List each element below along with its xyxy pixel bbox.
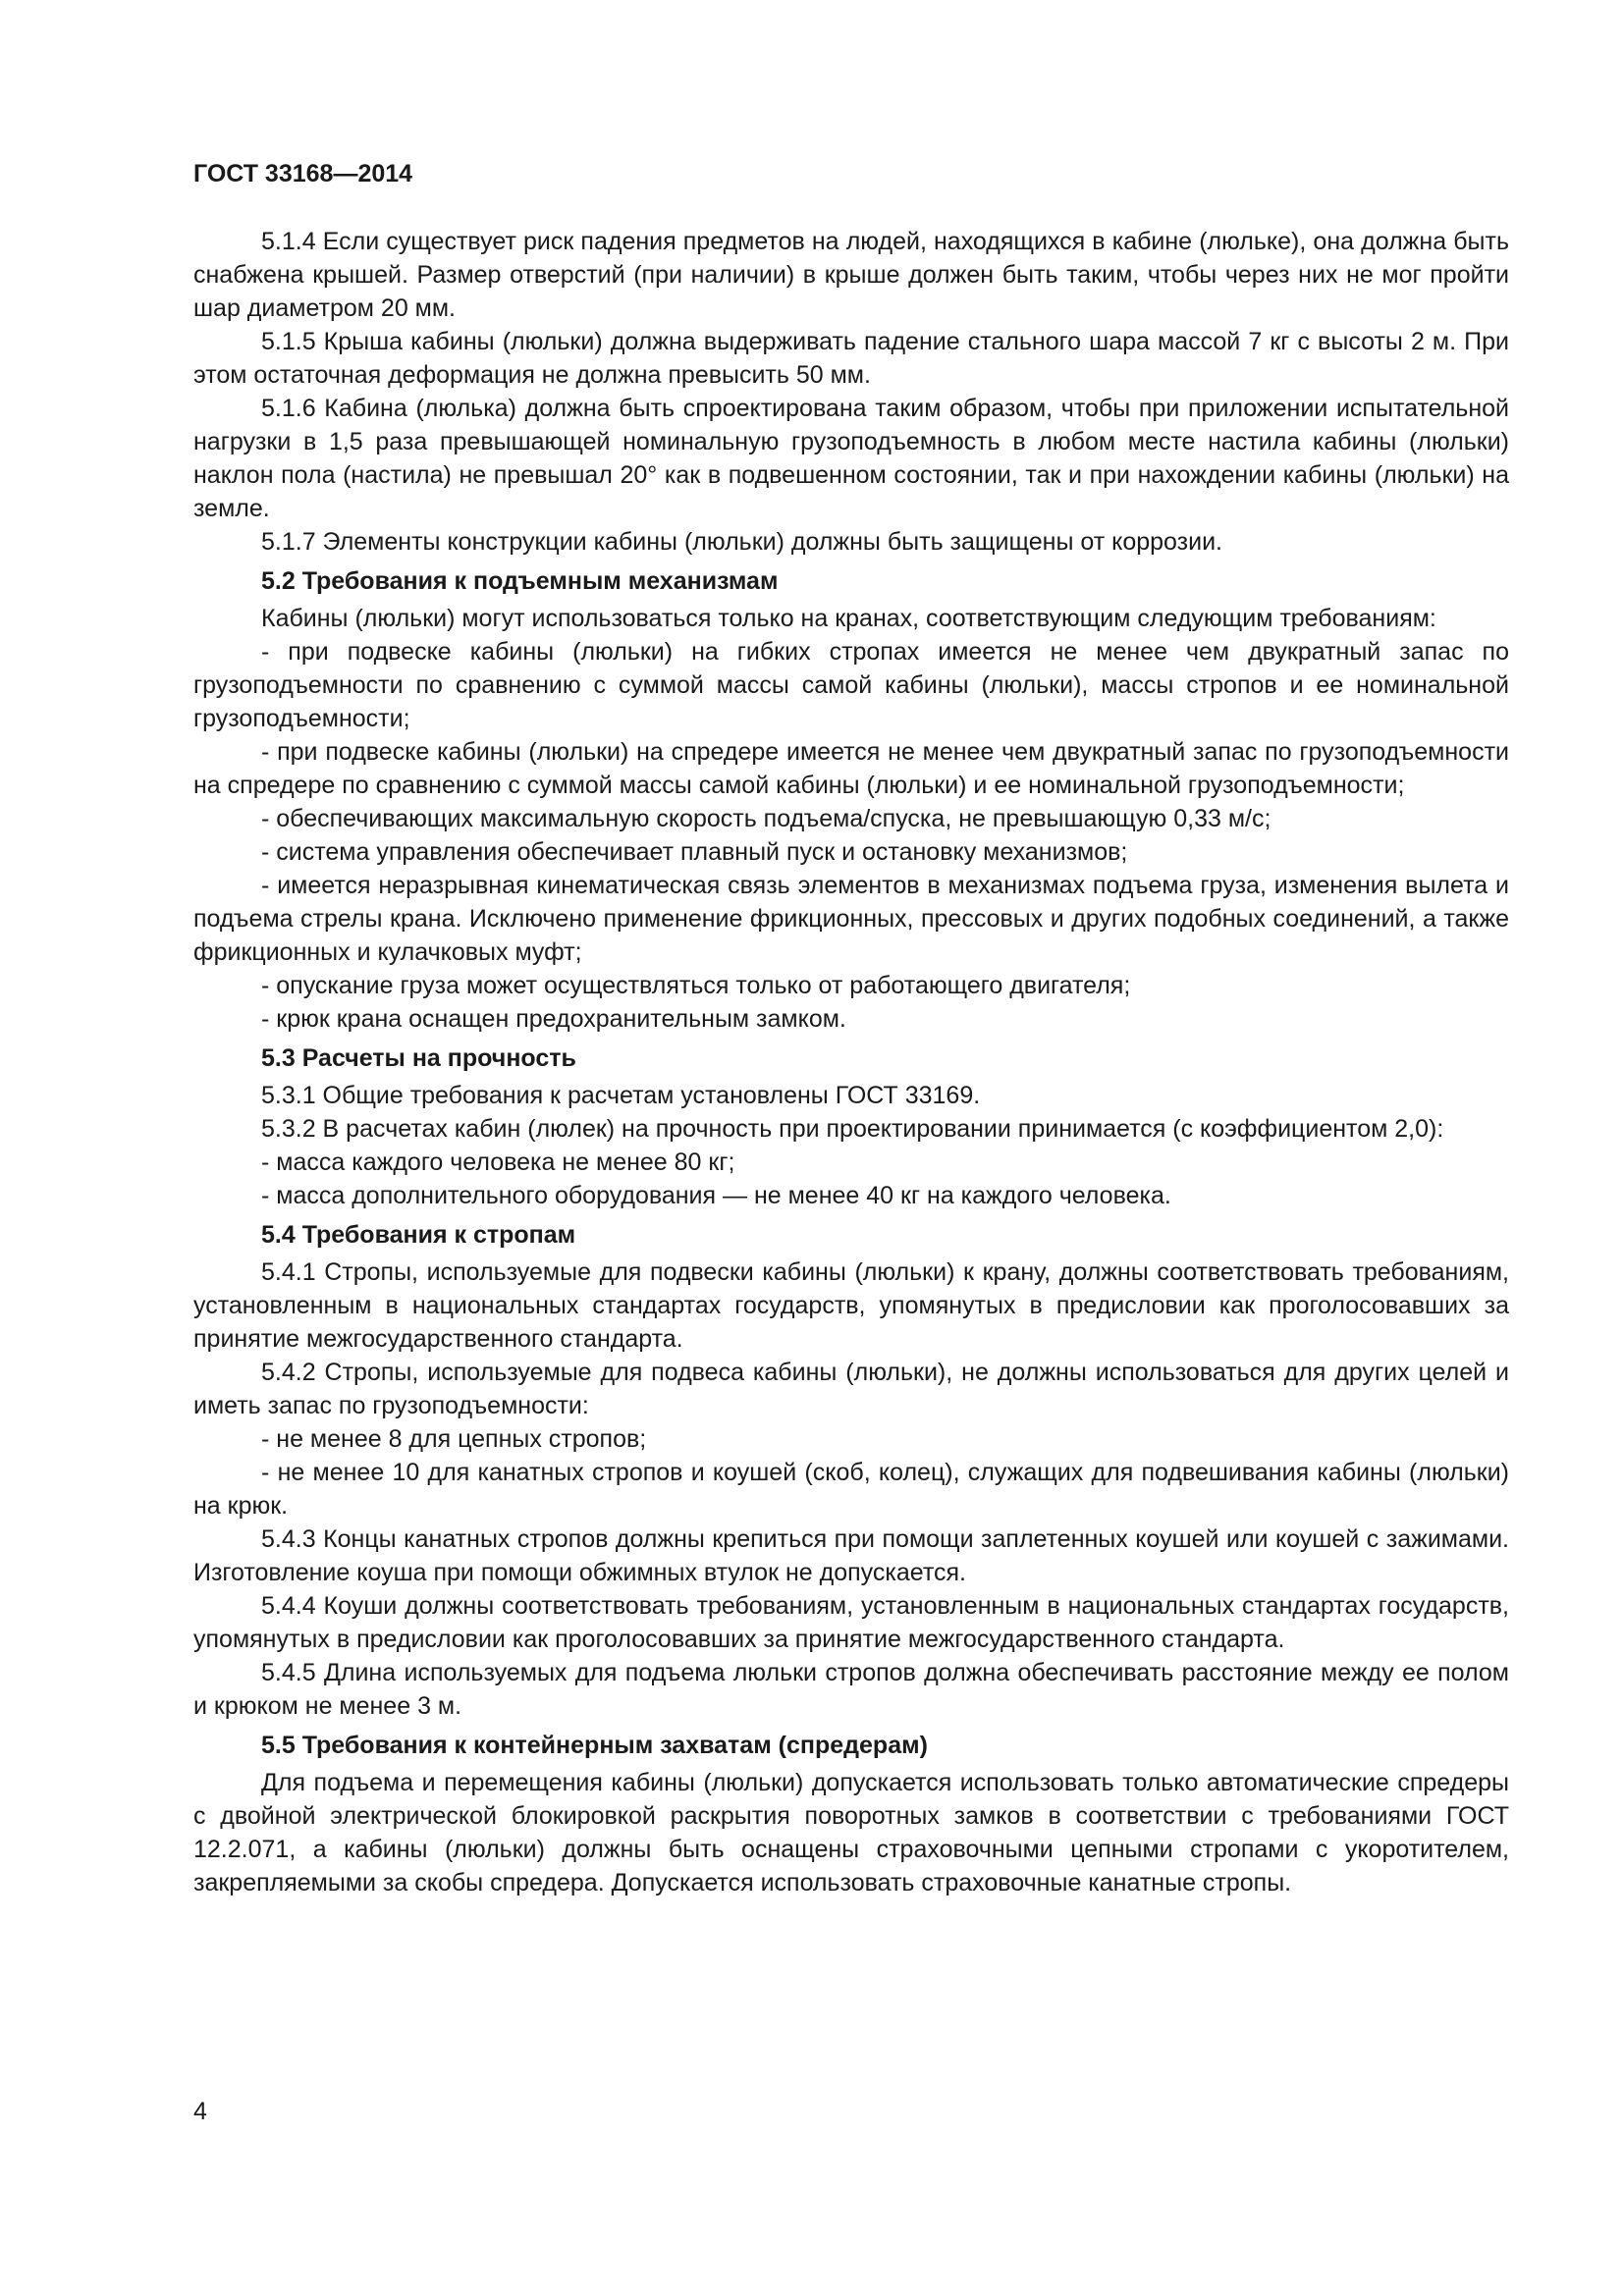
section-heading-5-4: 5.4 Требования к стропам: [261, 1221, 576, 1249]
section-5-2-intro: Кабины (люльки) могут использоваться только на кранах, соответствующим следующим требованиям:: [261, 605, 1436, 632]
list-item: - имеется неразрывная кинематическая связь элементов в механизмах подъема груза, изменения вылета и подъема стрелы крана. Исключено применение фрикционных, прессовых и других подобных соединений, а также фрикционных и кулачковых муфт;: [193, 872, 1509, 966]
section-heading-5-3: 5.3 Расчеты на прочность: [261, 1044, 576, 1072]
clause-5-1-4: 5.1.4 Если существует риск падения предметов на людей, находящихся в кабине (люльке), она должна быть снабжена крышей. Размер отверстий (при наличии) в крыше должен быть таким, чтобы через них не мог пройти шар диаметром 20 мм.: [193, 228, 1509, 322]
section-heading-5-2: 5.2 Требования к подъемным механизмам: [261, 567, 779, 595]
list-item: - масса дополнительного оборудования — не менее 40 кг на каждого человека.: [261, 1182, 1171, 1209]
list-item: - система управления обеспечивает плавный пуск и остановку механизмов;: [261, 838, 1128, 866]
clause-5-3-2: 5.3.2 В расчетах кабин (люлек) на прочность при проектировании принимается (с коэффициентом 2,0):: [261, 1115, 1444, 1143]
document-page: [193, 157, 1509, 1899]
clause-5-4-5: 5.4.5 Длина используемых для подъема люльки стропов должна обеспечивать расстояние между ее полом и крюком не менее 3 м.: [193, 1659, 1509, 1720]
clause-5-1-7: 5.1.7 Элементы конструкции кабины (люльки) должны быть защищены от коррозии.: [261, 528, 1223, 556]
section-heading-5-5: 5.5 Требования к контейнерным захватам (спредерам): [261, 1732, 928, 1759]
clause-5-1-5: 5.1.5 Крыша кабины (люльки) должна выдерживать падение стального шара массой 7 кг с высоты 2 м. При этом остаточная деформация не должна превысить 50 мм.: [193, 328, 1509, 389]
clause-5-4-4: 5.4.4 Коуши должны соответствовать требованиям, установленным в национальных стандартах государств, упомянутых в предисловии как проголосовавших за принятие межгосударственного стандарта.: [193, 1592, 1509, 1653]
list-item: - обеспечивающих максимальную скорость подъема/спуска, не превышающую 0,33 м/с;: [261, 805, 1271, 832]
clause-5-1-6: 5.1.6 Кабина (люлька) должна быть спроектирована таким образом, чтобы при приложении испытательной нагрузки в 1,5 раза превышающей номинальную грузоподъемность в любом месте настила кабины (люльки) наклон пола (настила) не превышал 20° как в подвешенном состоянии, так и при нахождении кабины (люльки) на земле.: [193, 395, 1509, 522]
list-item: - при подвеске кабины (люльки) на спредере имеется не менее чем двукратный запас по грузоподъемности на спредере по сравнению с суммой массы самой кабины (люльки) и ее номинальной грузоподъемности;: [193, 738, 1509, 799]
page-number: 4: [193, 2098, 207, 2125]
list-item: - крюк крана оснащен предохранительным замком.: [261, 1005, 846, 1033]
list-item: - масса каждого человека не менее 80 кг;: [261, 1148, 735, 1176]
list-item: - опускание груза может осуществляться только от работающего двигателя;: [261, 972, 1131, 999]
clause-5-4-1: 5.4.1 Стропы, используемые для подвески кабины (люльки) к крану, должны соответствовать требованиям, установленным в национальных стандартах государств, упомянутых в предисловии как проголосовавших за принятие межгосударственного стандарта.: [193, 1258, 1509, 1353]
list-item: - не менее 10 для канатных стропов и коушей (скоб, колец), служащих для подвешивания кабины (люльки) на крюк.: [193, 1459, 1509, 1520]
clause-5-4-3: 5.4.3 Концы канатных стропов должны крепиться при помощи заплетенных коушей или коушей с зажимами. Изготовление коуша при помощи обжимных втулок не допускается.: [193, 1525, 1509, 1586]
list-item: - при подвеске кабины (люльки) на гибких стропах имеется не менее чем двукратный запас по грузоподъемности по сравнению с суммой массы самой кабины (люльки), массы стропов и ее номинальной грузоподъемности;: [193, 638, 1509, 732]
clause-5-3-1: 5.3.1 Общие требования к расчетам установлены ГОСТ 33169.: [261, 1082, 981, 1109]
clause-5-4-2: 5.4.2 Стропы, используемые для подвеса кабины (люльки), не должны использоваться для других целей и иметь запас по грузоподъемности:: [193, 1359, 1509, 1419]
document-id-header: ГОСТ 33168—2014: [193, 160, 413, 187]
section-5-5-body: Для подъема и перемещения кабины (люльки) допускается использовать только автоматические спредеры с двойной электрической блокировкой раскрытия поворотных замков в соответствии с требованиями ГОСТ 12.2.071, а кабины (люльки) должны быть оснащены страховочными цепными стропами с укоротителем, закрепляемыми за скобы спредера. Допускается использовать страховочные канатные стропы.: [193, 1769, 1509, 1896]
list-item: - не менее 8 для цепных стропов;: [261, 1425, 647, 1453]
